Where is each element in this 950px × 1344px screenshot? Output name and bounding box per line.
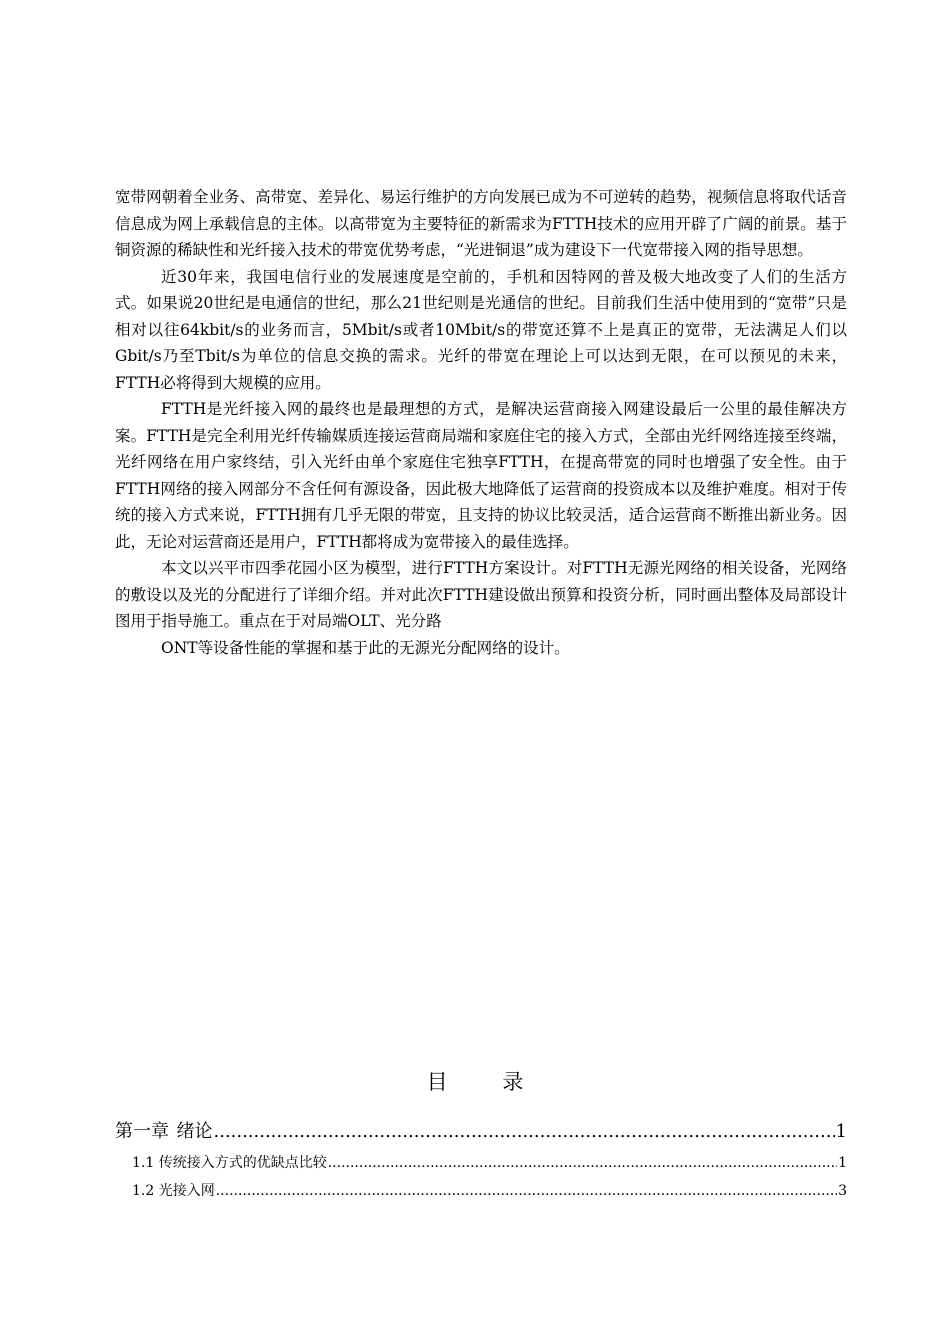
toc-chapter-title: 绪论 bbox=[176, 1121, 213, 1142]
paragraph-telecom-growth: 近30年来，我国电信行业的发展速度是空前的，手机和因特网的普及极大地改变了人们的生活方式。如果说20世纪是电通信的世纪，那么21世纪则是光通信的世纪。目前我们生活中使用到的“宽带”只是相对以往64kbit/s的业务而言，5Mbit/s或者10Mbit/s的带宽还算不上是真正的宽带，无法满足人们以Gbit/s乃至Tbit/s为单位的信息交换的需求。光纤的带宽在理论上可以达到无限，在可以预见的未来，FTTH必将得到大规模的应用。 bbox=[115, 267, 847, 392]
paragraph-design-focus: ONT等设备性能的掌握和基于此的无源光分配网络的设计。 bbox=[161, 638, 570, 657]
toc-section-label: 1.1 传统接入方式的优缺点比较 bbox=[132, 1155, 327, 1171]
toc-section-label: 1.2 光接入网 bbox=[132, 1183, 215, 1199]
toc-dot-leader bbox=[213, 1119, 834, 1145]
paragraph-design-scope: 本文以兴平市四季花园小区为模型，进行FTTH方案设计。对FTTH无源光网络的相关设备，光网络的敷设以及光的分配进行了详细介绍。并对此次FTTH建设做出预算和投资分析，同时画出整体及局部设计图用于指导施工。重点在于对局端OLT、光分路 bbox=[115, 559, 847, 630]
toc-title: 目 录 bbox=[426, 1070, 548, 1094]
toc-page-number: 1 bbox=[838, 1155, 847, 1171]
toc-page-number: 1 bbox=[835, 1121, 847, 1142]
toc-dot-leader bbox=[216, 1180, 837, 1202]
paragraph-ftth-advantages: FTTH是光纤接入网的最终也是最理想的方式，是解决运营商接入网建设最后一公里的最佳解决方案。FTTH是完全利用光纤传输媒质连接运营商局端和家庭住宅的接入方式，全部由光纤网络连接至终端，光纤网络在用户家终结，引入光纤由单个家庭住宅独享FTTH，在提高带宽的同时也增强了安全性。由于FTTH网络的接入网部分不含任何有源设备，因此极大地降低了运营商的投资成本以及维护难度。相对于传统的接入方式来说，FTTH拥有几乎无限的带宽，且支持的协议比较灵活，适合运营商不断推出新业务。因此，无论对运营商还是用户，FTTH都将成为宽带接入的最佳选择。 bbox=[115, 400, 847, 551]
toc-entry-section-1-1[interactable] bbox=[132, 1152, 847, 1174]
toc-chapter-number: 第一章 bbox=[115, 1121, 169, 1142]
toc-dot-leader bbox=[328, 1152, 837, 1174]
toc-entry-chapter-1[interactable] bbox=[115, 1119, 847, 1145]
toc-entry-section-1-2[interactable] bbox=[132, 1180, 847, 1202]
paragraph-broadband-trend: 宽带网朝着全业务、高带宽、差异化、易运行维护的方向发展已成为不可逆转的趋势，视频信息将取代话音信息成为网上承载信息的主体。以高带宽为主要特征的新需求为FTTH技术的应用开辟了广阔的前景。基于铜资源的稀缺性和光纤接入技术的带宽优势考虑，“光进铜退”成为建设下一代宽带接入网的指导思想。 bbox=[115, 188, 847, 259]
abstract-body bbox=[115, 184, 847, 661]
toc-page-number: 3 bbox=[838, 1183, 847, 1199]
